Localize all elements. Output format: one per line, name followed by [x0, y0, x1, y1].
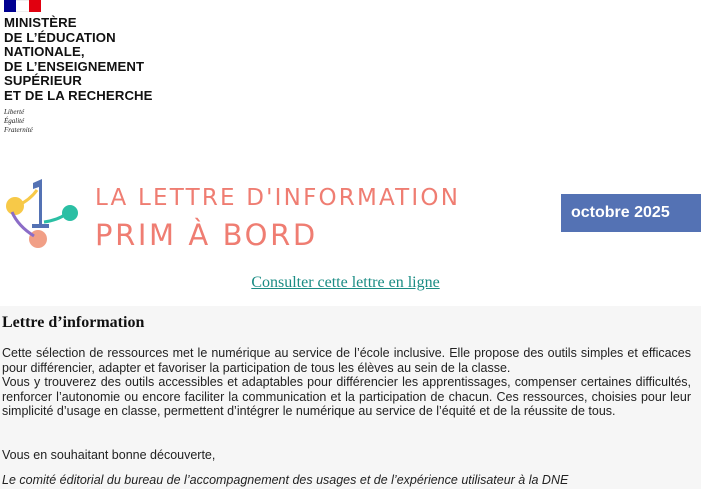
- ministry-line: SUPÉRIEUR: [4, 73, 82, 89]
- ministry-line: MINISTÈRE: [4, 15, 77, 30]
- view-online-link[interactable]: Consulter cette lettre en ligne: [251, 274, 440, 291]
- intro-paragraph: Vous y trouverez des outils accessibles et adaptables pour différencier les apprentissages, compenser certaines difficultés, renforcer l’autonomie ou encore faciliter la communication et la participation de chacun. Ces ressources, choisies pour leur simplicité d’usage en classe, permettent d’intégrer le numérique au service de l’équité et de la réussite de tous.: [2, 375, 691, 419]
- newsletter-title: LA LETTRE D'INFORMATION: [95, 185, 461, 211]
- issue-date-badge: octobre 2025: [561, 194, 701, 232]
- french-flag-logo: [4, 0, 41, 12]
- republic-motto: [4, 108, 33, 135]
- prim-a-bord-logo-icon: [0, 176, 84, 256]
- ministry-line: ET DE LA RECHERCHE: [4, 87, 153, 103]
- ministry-line: DE L’ENSEIGNEMENT: [4, 58, 145, 74]
- motto-line: Égalité: [4, 117, 25, 125]
- section-heading: Lettre d’information: [2, 314, 145, 331]
- intro-paragraph: Cette sélection de ressources met le numérique au service de l’école inclusive. Elle propose des outils simples et efficaces pour différencier, adapter et favoriser la participation de tous les élèves au sein de la classe.: [2, 346, 691, 375]
- ministry-line: NATIONALE,: [4, 44, 85, 60]
- newsletter-subtitle: PRIM À BORD: [95, 218, 318, 252]
- editorial-signature: Le comité éditorial du bureau de l’accompagnement des usages et de l’expérience utilisateur à la DNE: [2, 473, 569, 487]
- intro-text: [2, 346, 691, 419]
- motto-line: Liberté: [4, 108, 25, 116]
- ministry-name: [4, 16, 153, 104]
- ministry-line: DE L’ÉDUCATION: [4, 29, 116, 45]
- motto-line: Fraternité: [4, 126, 33, 134]
- closing-wish: Vous en souhaitant bonne découverte,: [2, 448, 216, 462]
